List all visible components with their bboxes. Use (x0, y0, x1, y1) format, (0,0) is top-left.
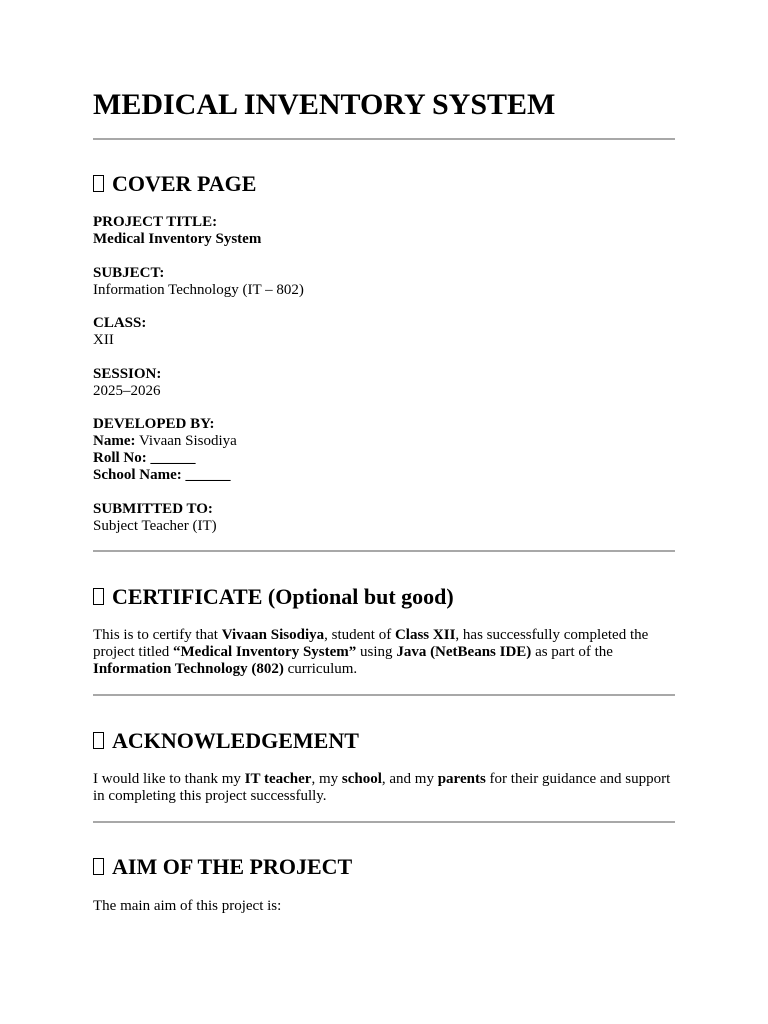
section-heading-aim (93, 854, 352, 880)
text-run: as part of the (531, 644, 613, 660)
field-label: PROJECT TITLE: (93, 214, 218, 230)
field-value: 2025–2026 (93, 383, 161, 399)
field-label: SESSION: (93, 366, 162, 382)
field-value: Information Technology (IT – 802) (93, 282, 304, 298)
bold-run: IT teacher (244, 771, 312, 787)
bold-run: Java (NetBeans IDE) (396, 644, 532, 660)
submitted-to-field (93, 501, 675, 535)
text-run: , student of (324, 627, 395, 643)
project-title-field (93, 214, 675, 248)
divider (93, 694, 675, 696)
field-label: CLASS: (93, 315, 147, 331)
field-value: XII (93, 332, 114, 348)
text-run: using (356, 644, 397, 660)
missing-glyph-icon (93, 858, 104, 875)
roll-label: Roll No: (93, 450, 147, 466)
bold-run: Vivaan Sisodiya (221, 627, 325, 643)
roll-line (93, 450, 675, 467)
field-label: SUBJECT: (93, 265, 165, 281)
bold-run: Information Technology (802) (93, 661, 284, 677)
divider (93, 138, 675, 140)
text-run: curriculum. (283, 661, 358, 677)
class-field (93, 315, 675, 349)
divider (93, 550, 675, 552)
developed-by-field (93, 416, 675, 484)
field-label: DEVELOPED BY: (93, 416, 215, 432)
missing-glyph-icon (93, 175, 104, 192)
section-heading-text: AIM OF THE PROJECT (112, 854, 353, 879)
aim-intro: The main aim of this project is: (93, 898, 282, 914)
field-value: Medical Inventory System (93, 231, 262, 247)
field-value: Subject Teacher (IT) (93, 518, 217, 534)
name-label: Name: (93, 433, 136, 449)
bold-run: school (341, 771, 382, 787)
divider (93, 821, 675, 823)
school-value: ______ (181, 467, 231, 483)
name-line (93, 433, 675, 450)
missing-glyph-icon (93, 732, 104, 749)
text-run: , and my (381, 771, 438, 787)
text-run: , has successfully completed the project titled (93, 627, 649, 660)
section-heading-text: COVER PAGE (112, 171, 257, 196)
bold-run: Class XII (394, 627, 456, 643)
text-run: for their guidance and support in completing this project successfully. (93, 771, 671, 804)
text-run: , my (311, 771, 342, 787)
text-run: I would like to thank my (93, 771, 245, 787)
name-value: Vivaan Sisodiya (135, 433, 237, 449)
document-title: MEDICAL INVENTORY SYSTEM (93, 88, 556, 121)
bold-run: “Medical Inventory System” (172, 644, 357, 660)
roll-value: ______ (146, 450, 196, 466)
section-heading-cover (93, 171, 256, 197)
section-heading-text: ACKNOWLEDGEMENT (112, 728, 359, 753)
missing-glyph-icon (93, 588, 104, 605)
session-field (93, 366, 675, 400)
bold-run: parents (437, 771, 486, 787)
acknowledgement-paragraph (93, 771, 675, 805)
school-line (93, 467, 675, 484)
school-label: School Name: (93, 467, 182, 483)
section-heading-acknowledgement (93, 728, 359, 754)
text-run: This is to certify that (93, 627, 222, 643)
subject-field (93, 265, 675, 299)
field-label: SUBMITTED TO: (93, 501, 213, 517)
certificate-paragraph (93, 627, 675, 678)
section-heading-certificate (93, 584, 454, 610)
section-heading-text: CERTIFICATE (Optional but good) (112, 584, 454, 609)
